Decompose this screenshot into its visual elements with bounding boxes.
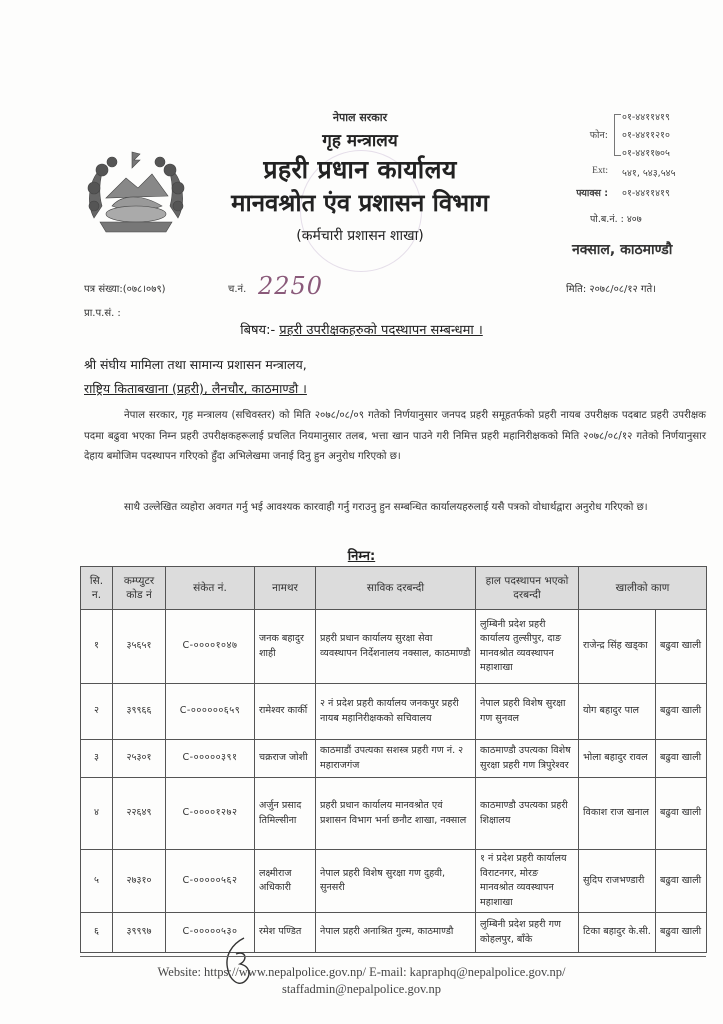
cell-sanket: C-००००००६५९ <box>166 684 255 740</box>
ministry-name: गृह मन्त्रालय <box>322 131 398 151</box>
ext-value: ५४१, ५४३,५४५ <box>622 168 676 179</box>
col-header-computer-code: कम्प्युटर कोड नं <box>113 567 166 610</box>
subject-line <box>0 320 723 338</box>
cell-previous: काठमाडौं उपत्यका सशस्त्र प्रहरी गण नं. २ महाराजगंज <box>316 740 476 778</box>
cell-name: रामेश्वर कार्की <box>255 684 316 740</box>
government-label: नेपाल सरकार <box>332 111 388 124</box>
cell-reason: बढुवा खाली <box>656 684 707 740</box>
department-name: मानवश्रोत एंव प्रशासन विभाग <box>231 189 489 217</box>
cell-current: लुम्बिनी प्रदेश प्रहरी कार्यालय तुल्सीपुर, दाङ मानवश्रोत व्यवस्थापन महाशाखा <box>476 610 579 684</box>
cell-previous: प्रहरी प्रधान कार्यालय सुरक्षा सेवा व्यवस्थापन निर्देशनालय नक्साल, काठमाण्डौ <box>316 610 476 684</box>
cell-previous: नेपाल प्रहरी अनाश्रित गुल्म, काठमाण्डौ <box>316 913 476 953</box>
col-header-sanket: संकेत नं. <box>166 567 255 610</box>
cell-reason: बढुवा खाली <box>656 610 707 684</box>
footer-email-2: staffadmin@nepalpolice.gov.np <box>281 982 442 996</box>
cell-sanket: C-००००१०४७ <box>166 610 255 684</box>
cell-previous: नेपाल प्रहरी विशेष सुरक्षा गण दुहवी, सुनसरी <box>316 850 476 913</box>
cell-vacancy-of: भोला बहादुर रावल <box>579 740 656 778</box>
cell-vacancy-of: राजेन्द्र सिंह खड्का <box>579 610 656 684</box>
cell-sanket: C-०००००३९१ <box>166 740 255 778</box>
cell-name: लक्ष्मीराज अधिकारी <box>255 850 316 913</box>
phone-label: फोन: <box>589 130 608 141</box>
fax-label: फ्याक्स : <box>576 188 608 199</box>
cell-current: काठमाण्डौ उपत्यका विशेष सुरक्षा प्रहरी गण त्रिपुरेश्वर <box>476 740 579 778</box>
cell-name: रमेश पण्डित <box>255 913 316 953</box>
cell-vacancy-of: सुदिप राजभण्डारी <box>579 850 656 913</box>
cell-name: अर्जुन प्रसाद तिमिल्सीना <box>255 778 316 850</box>
cell-current: नेपाल प्रहरी विशेष सुरक्षा गण सुनवल <box>476 684 579 740</box>
table-header-row <box>81 567 707 610</box>
cell-reason: बढुवा खाली <box>656 740 707 778</box>
cell-vacancy-of: विकाश राज खनाल <box>579 778 656 850</box>
table-row <box>81 850 707 913</box>
cell-code: ३९९९७ <box>113 913 166 953</box>
cell-name: चक्रराज जोशी <box>255 740 316 778</box>
body-paragraph-1 <box>84 406 706 468</box>
addressee-line-1: श्री संघीय मामिला तथा सामान्य प्रशासन मन्त्रालय, <box>84 357 307 372</box>
table-row <box>81 610 707 684</box>
cell-previous: २ नं प्रदेश प्रहरी कार्यालय जनकपुर प्रहरी नायब महानिरीक्षकको सचिवालय <box>316 684 476 740</box>
chalani-number-handwritten: 2250 <box>258 272 324 300</box>
cell-sn: २ <box>81 684 113 740</box>
letter-number: पत्र संख्या:(०७८।०७९) <box>84 284 166 295</box>
cell-current: काठमाण्डौ उपत्यका प्रहरी शिक्षालय <box>476 778 579 850</box>
footer-website-email: Website: https://www.nepalpolice.gov.np/ E-mail: kapraphq@nepalpolice.gov.np/ <box>157 965 566 979</box>
cell-code: २५३०१ <box>113 740 166 778</box>
branch-name: (कर्मचारी प्रशासन शाखा) <box>296 228 424 244</box>
cell-code: ३९९६६ <box>113 684 166 740</box>
cell-current: १ नं प्रदेश प्रहरी कार्यालय विराटनगर, मोरङ मानवश्रोत व्यवस्थापन महाशाखा <box>476 850 579 913</box>
cell-reason: बढुवा खाली <box>656 778 707 850</box>
cell-reason: बढुवा खाली <box>656 850 707 913</box>
col-header-current-post: हाल पदस्थापन भएको दरबन्दी <box>476 567 579 610</box>
cell-sn: ४ <box>81 778 113 850</box>
letter-date: मिति: २०७८/०८/१२ गते। <box>566 284 657 295</box>
subject-text: प्रहरी उपरीक्षकहरुको पदस्थापन सम्बन्धमा । <box>279 323 483 338</box>
cell-reason: बढुवा खाली <box>656 913 707 953</box>
cell-code: ३५६५१ <box>113 610 166 684</box>
col-header-previous-post: साविक दरबन्दी <box>316 567 476 610</box>
cell-name: जनक बहादुर शाही <box>255 610 316 684</box>
prapas-label: प्रा.प.सं. : <box>84 308 121 319</box>
cell-code: २२६४९ <box>113 778 166 850</box>
col-header-sn: सि. न. <box>81 567 113 610</box>
addressee-line-2: राष्ट्रिय किताबखाना (प्रहरी), लैनचौर, काठमाण्डौ । <box>84 381 307 396</box>
cell-vacancy-of: योग बहादुर पाल <box>579 684 656 740</box>
ext-label: Ext: <box>592 166 608 176</box>
cell-current: लुम्बिनी प्रदेश प्रहरी गण कोहलपुर, बाँके <box>476 913 579 953</box>
body-paragraph-2 <box>84 498 706 519</box>
paragraph-text: साथै उल्लेखित व्यहोरा अवगत गर्नु भई आवश्यक कारवाही गर्नु गराउनु हुन सम्बन्धित कार्यालयहरुलाई यसै पत्रको वोधार्थद्वारा अनुरोध गरिएको छ। <box>124 502 648 513</box>
table-row <box>81 740 707 778</box>
footer <box>0 964 723 998</box>
cell-sn: ६ <box>81 913 113 953</box>
paragraph-text: नेपाल सरकार, गृह मन्त्रालय (सचिवस्तर) को मिति २०७८/०८/०९ गतेको निर्णयानुसार जनपद प्रहरी समूहतर्फको प्रहरी नायब उपरीक्षक पदबाट प्रहरी उपरीक्षक पदमा बढुवा भएका निम्न प्रहरी उपरीक्षकहरूलाई प्रचलित नियमानुसार तलब, भत्ता खान पाउने गरी निमित्त प्रहरी महानिरीक्षकको मिति २०७८/०८/१२ गतेको निर्णयानुसार देहाय बमोजिम पदस्थापन गरिएको हुँदा अभिलेखमा जनाई दिनु हुन अनुरोध गरिएको छ। <box>84 410 706 462</box>
brace-icon <box>614 114 621 156</box>
office-location: नक्साल, काठमाण्डौ <box>572 242 673 258</box>
phone-number: ०१-४४११२१० <box>622 130 670 141</box>
phone-number: ०१-४४११४१९ <box>622 112 670 123</box>
cell-sn: ३ <box>81 740 113 778</box>
fax-value: ०१-४४११४१९ <box>622 188 670 199</box>
po-box: पो.ब.नं. : ४०७ <box>590 214 642 225</box>
cell-sn: ५ <box>81 850 113 913</box>
chalani-label: च.नं. <box>228 284 247 295</box>
cell-code: २७३१० <box>113 850 166 913</box>
cell-vacancy-of: टिका बहादुर के.सी. <box>579 913 656 953</box>
cell-previous: प्रहरी प्रधान कार्यालय मानवश्रोत एवं प्रशासन विभाग भर्ना छनौट शाखा, नक्साल <box>316 778 476 850</box>
footer-divider <box>80 956 706 957</box>
col-header-vacancy-reason: खालीको काण <box>579 567 707 610</box>
cell-sanket: C-०००००५३० <box>166 913 255 953</box>
table-title: निम्न: <box>347 549 376 564</box>
cell-sn: १ <box>81 610 113 684</box>
table-row <box>81 778 707 850</box>
subject-label: बिषय:- <box>240 323 280 338</box>
table-row <box>81 913 707 953</box>
office-name: प्रहरी प्रधान कार्यालय <box>263 155 457 184</box>
cell-sanket: C-०००००५६२ <box>166 850 255 913</box>
col-header-name: नामथर <box>255 567 316 610</box>
table-row <box>81 684 707 740</box>
cell-sanket: C-००००१२७२ <box>166 778 255 850</box>
nepal-government-emblem-icon <box>82 148 190 240</box>
phone-number: ०१-४४११७०५ <box>622 148 670 159</box>
posting-table <box>80 566 707 953</box>
